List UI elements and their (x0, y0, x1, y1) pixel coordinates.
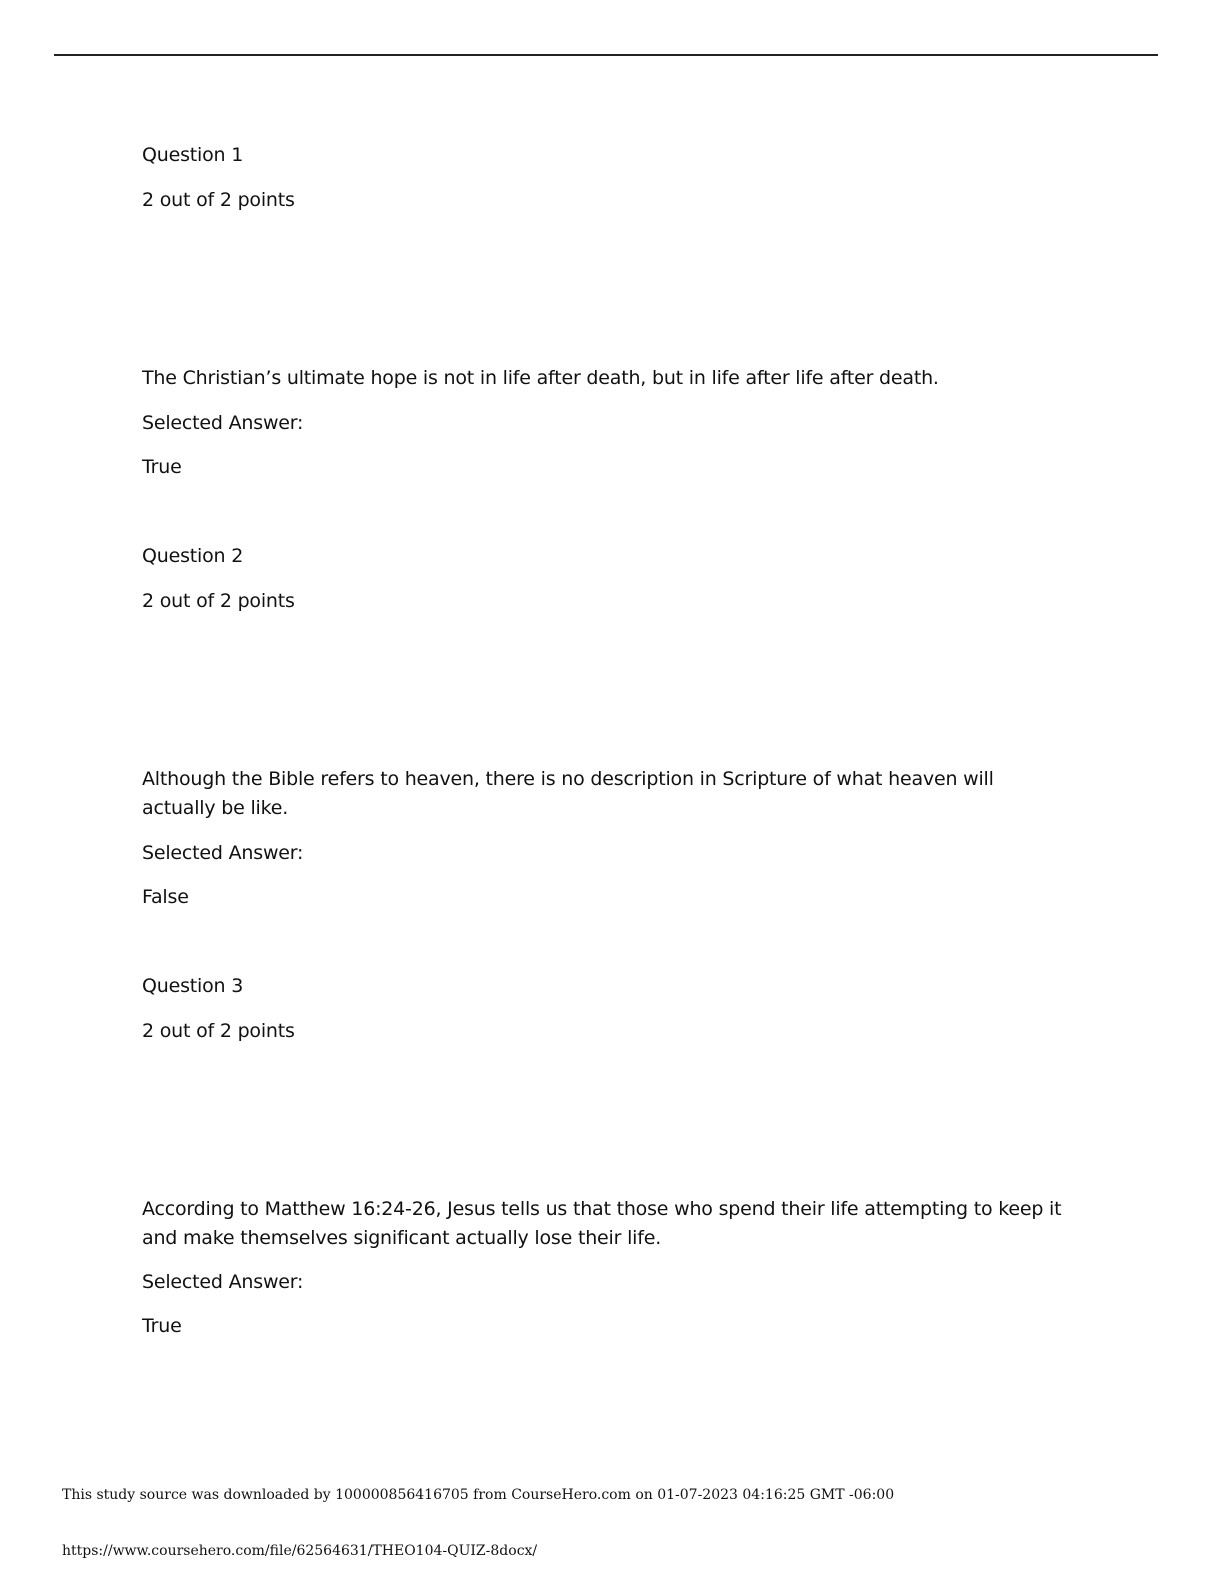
question-2-title: Question 2 (142, 545, 244, 567)
question-1-selected-label: Selected Answer: (142, 412, 304, 434)
question-3-prompt: According to Matthew 16:24-26, Jesus tells us that those who spend their life attempting to keep it and make themselves significant actually lose their life. (142, 1198, 1062, 1249)
top-divider (54, 54, 1158, 56)
question-2-selected-label: Selected Answer: (142, 842, 304, 864)
question-2-prompt: Although the Bible refers to heaven, there is no description in Scripture of what heaven will actually be like. (142, 768, 994, 819)
question-3-answer: True (142, 1315, 182, 1337)
download-notice: This study source was downloaded by 100000856416705 from CourseHero.com on 01-07-2023 04:16:25 GMT -06:00 (62, 1487, 895, 1503)
question-3-points: 2 out of 2 points (142, 1020, 295, 1042)
question-1-points: 2 out of 2 points (142, 189, 295, 211)
question-2-points: 2 out of 2 points (142, 590, 295, 612)
question-3-title: Question 3 (142, 975, 244, 997)
question-1-title: Question 1 (142, 144, 244, 166)
question-2-answer: False (142, 886, 189, 908)
question-3-selected-label: Selected Answer: (142, 1271, 304, 1293)
question-1-prompt: The Christian’s ultimate hope is not in life after death, but in life after life after death. (142, 367, 939, 389)
question-1-answer: True (142, 456, 182, 478)
source-url[interactable]: https://www.coursehero.com/file/62564631/THEO104-QUIZ-8docx/ (62, 1543, 538, 1559)
